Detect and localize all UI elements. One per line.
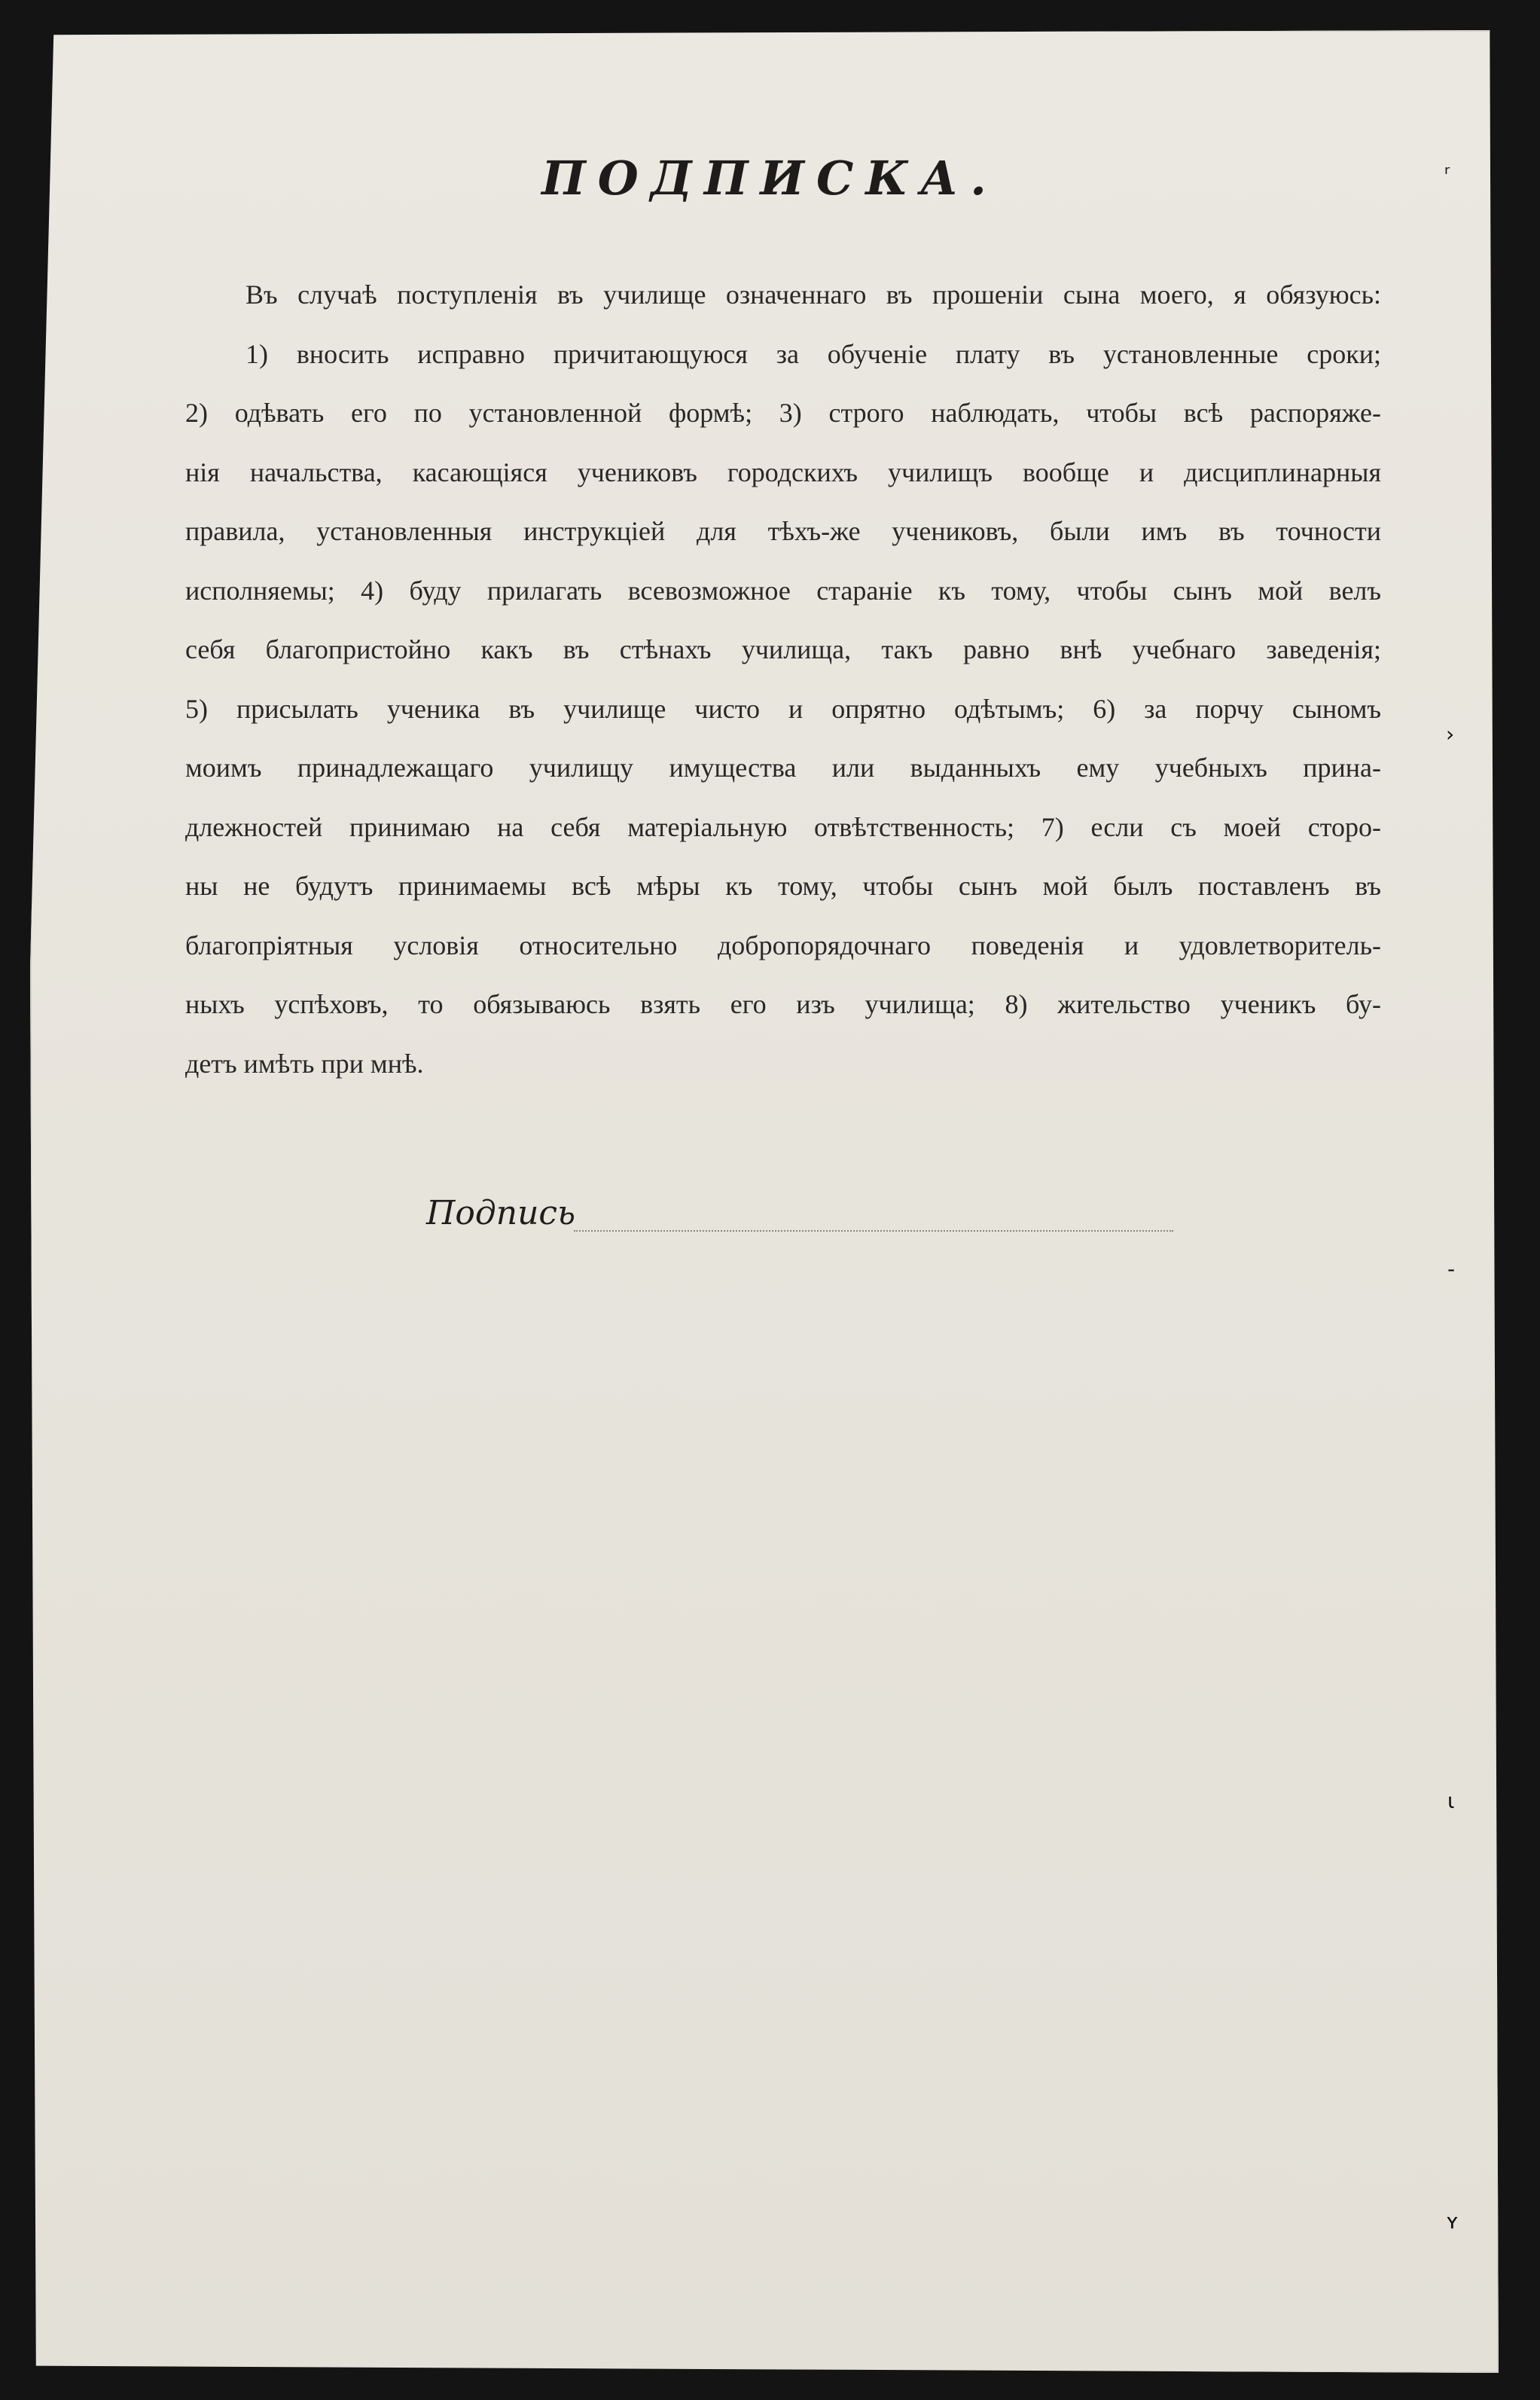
body-line: благопріятныя условія относительно добропорядочнаго поведенія и удовлетворитель- — [185, 930, 1381, 960]
binding-mark: ɩ — [1447, 1788, 1455, 1813]
body-line: правила, установленныя инструкціей для тѣхъ-же учениковъ, были имъ въ точности — [185, 516, 1381, 546]
body-line: 1) вносить исправно причитающуюся за обученіе плату въ установленные сроки; — [245, 338, 1381, 369]
body-line: ны не будутъ принимаемы всѣ мѣры къ тому, чтобы сынъ мой былъ поставленъ въ — [185, 871, 1381, 901]
binding-mark: ʏ — [1446, 2209, 1459, 2234]
body-line: 5) присылать ученика въ училище чисто и опрятно одѣтымъ; 6) за порчу сыномъ — [185, 693, 1381, 724]
binding-mark: › — [1446, 722, 1455, 747]
body-line: моимъ принадлежащаго училищу имущества или выданныхъ ему учебныхъ прина- — [185, 753, 1381, 783]
signature-label: Подпись — [426, 1194, 576, 1232]
body-line: ныхъ успѣховъ, то обязываюсь взять его изъ училища; 8) жительство ученикъ бу- — [185, 989, 1381, 1019]
signature-line — [574, 1230, 1173, 1232]
body-line: 2) одѣвать его по установленной формѣ; 3) строго наблюдать, чтобы всѣ распоряже- — [185, 398, 1381, 428]
document-title: ПОДПИСКА. — [541, 151, 999, 206]
body-line: детъ имѣть при мнѣ. — [185, 1048, 424, 1079]
body-line: нія начальства, касающіяся учениковъ городскихъ училищъ вообще и дисциплинарныя — [185, 456, 1381, 487]
binding-mark: ‐ — [1447, 1256, 1456, 1281]
body-line: длежностей принимаю на себя матеріальную отвѣтственность; 7) если съ моей сторо- — [185, 811, 1381, 842]
body-line: исполняемы; 4) буду прилагать всевозможное стараніе къ тому, чтобы сынъ мой велъ — [185, 575, 1381, 606]
binding-mark: ʳ — [1444, 161, 1450, 186]
body-line: себя благопристойно какъ въ стѣнахъ училища, такъ равно внѣ учебнаго заведенія; — [185, 634, 1381, 664]
document-body — [185, 265, 1381, 1093]
body-line: Въ случаѣ поступленія въ училище означеннаго въ прошеніи сына моего, я обязуюсь: — [245, 279, 1381, 310]
